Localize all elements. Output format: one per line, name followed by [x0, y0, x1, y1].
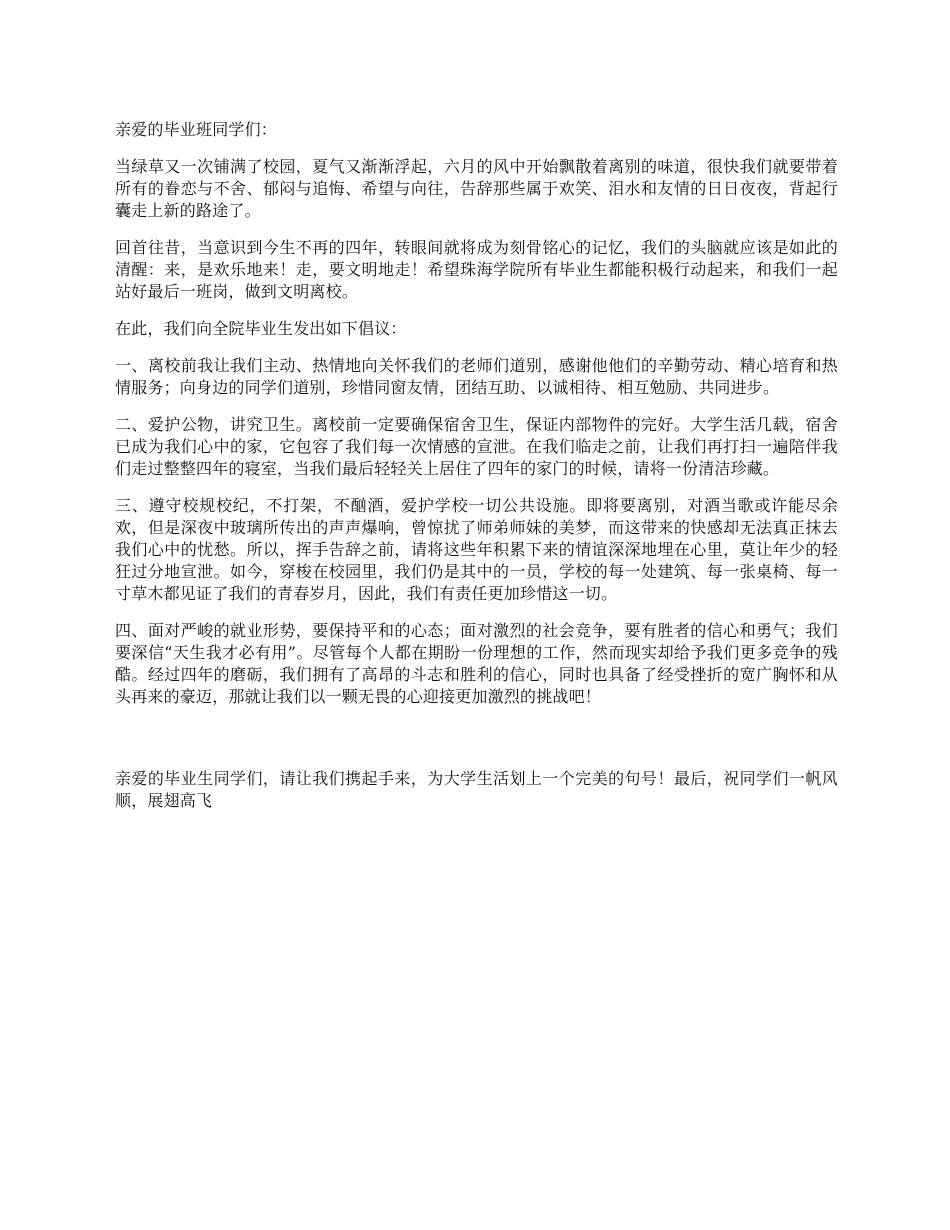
- paragraph-item-3: 三、遵守校规校纪，不打架，不酗酒，爱护学校一切公共设施。即将要离别，对酒当歌或许能尽余欢，但是深夜中玻璃所传出的声声爆响，曾惊扰了师弟师妹的美梦，而这带来的快感却无法真正抹去我们心中的忧愁。所以，挥手告辞之前，请将这些年积累下来的情谊深深地埋在心里，莫让年少的轻狂过分地宣泄。如今，穿梭在校园里，我们仍是其中的一员，学校的每一处建筑、每一张桌椅、每一寸草木都见证了我们的青春岁月，因此，我们有责任更加珍惜这一切。: [115, 496, 838, 603]
- paragraph-proposal-lead: 在此，我们向全院毕业生发出如下倡议：: [115, 319, 407, 338]
- paragraph-intro: 当绿草又一次铺满了校园，夏气又渐渐浮起，六月的风中开始飘散着离别的味道，很快我们就要带着所有的眷恋与不舍、郁闷与追悔、希望与向往，告辞那些属于欢笑、泪水和友情的日日夜夜，背起行囊走上新的路途了。: [115, 157, 838, 220]
- paragraph-reflection: 回首往昔，当意识到今生不再的四年，转眼间就将成为刻骨铭心的记忆，我们的头脑就应该是如此的清醒：来，是欢乐地来！走，要文明地走！希望珠海学院所有毕业生都能积极行动起来，和我们一起站好最后一班岗，做到文明离校。: [115, 238, 838, 301]
- letter-greeting: 亲爱的毕业班同学们：: [115, 120, 278, 139]
- letter-closing: 亲爱的毕业生同学们，请让我们携起手来，为大学生活划上一个完美的句号！最后，祝同学们一帆风顺，展翅高飞: [115, 769, 838, 810]
- paragraph-item-4: 四、面对严峻的就业形势，要保持平和的心态；面对激烈的社会竞争，要有胜者的信心和勇气；我们要深信“天生我才必有用”。尽管每个人都在期盼一份理想的工作，然而现实却给予我们更多竞争的残酷。经过四年的磨砺，我们拥有了高昂的斗志和胜利的信心，同时也具备了经受挫折的宽广胸怀和从头再来的豪迈，那就让我们以一颗无畏的心迎接更加激烈的挑战吧！: [115, 621, 838, 706]
- paragraph-item-1: 一、离校前我让我们主动、热情地向关怀我们的老师们道别，感谢他他们的辛勤劳动、精心培育和热情服务；向身边的同学们道别，珍惜同窗友情，团结互助、以诚相待、相互勉励、共同进步。: [115, 356, 838, 397]
- paragraph-item-2: 二、爱护公物，讲究卫生。离校前一定要确保宿舍卫生，保证内部物件的完好。大学生活几载，宿舍已成为我们心中的家，它包容了我们每一次情感的宣泄。在我们临走之前，让我们再打扫一遍陪伴我们走过整整四年的寝室，当我们最后轻轻关上居住了四年的家门的时候，请将一份清洁珍藏。: [115, 415, 838, 478]
